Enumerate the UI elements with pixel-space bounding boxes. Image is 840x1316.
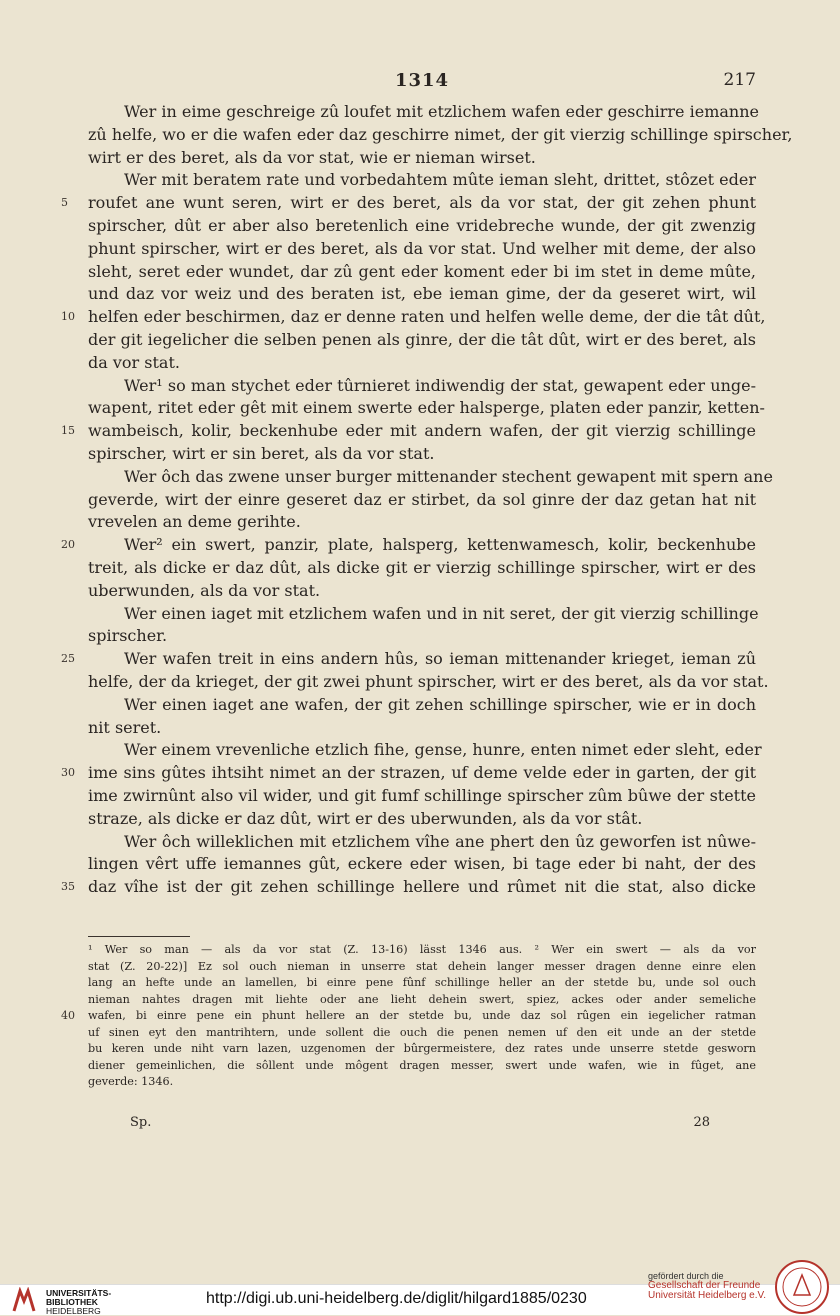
page-header xyxy=(88,70,756,96)
line-text: phunt spirscher, wirt er des beret, als da vor stat. Und welher mit deme, der also xyxy=(88,238,756,258)
university-seal-icon xyxy=(774,1259,830,1315)
page-number: 217 xyxy=(723,70,756,90)
text-line xyxy=(88,580,756,603)
sponsor-line-3: Universität Heidelberg e.V. xyxy=(648,1290,767,1301)
line-text: ime zwirnûnt also vil wider, und git fumf schillinge spirscher zûm bûwe der stette xyxy=(88,785,756,805)
text-line xyxy=(88,101,759,124)
library-mark-icon xyxy=(10,1287,38,1315)
sponsor-text[interactable] xyxy=(648,1271,767,1301)
line-text: Wer wafen treit in eins andern hûs, so ieman mittenander krieget, ieman zû xyxy=(124,649,756,669)
footnote-text: nieman nahtes dragen mit liehte oder ane lieht dehein swert, spiez, ackes oder ander semeliche xyxy=(88,992,756,1006)
library-logo[interactable] xyxy=(10,1287,130,1315)
footnotes xyxy=(61,942,756,1091)
library-name-3: HEIDELBERG xyxy=(46,1306,101,1316)
footnote-line xyxy=(88,1074,756,1091)
text-line xyxy=(88,466,773,489)
line-text: treit, als dicke er daz dût, als dicke git er vierzig schillinge spirscher, wirt er des xyxy=(88,557,756,577)
footnote-line xyxy=(88,992,756,1009)
line-text: helfen eder beschirmen, daz er denne raten und helfen welle deme, der die tât dût, xyxy=(88,307,766,327)
line-text: spirscher, dût er aber also beretenlich eine vridebreche wunde, der git zwenzig xyxy=(88,215,756,235)
text-line xyxy=(88,694,756,717)
signature-mark: Sp. xyxy=(130,1115,152,1130)
text-line xyxy=(88,443,756,466)
line-text: Wer ôch das zwene unser burger mittenander stechent gewapent mit spern ane xyxy=(124,466,773,486)
text-line xyxy=(61,420,756,443)
line-text: Wer einem vrevenliche etzlich fihe, gense, hunre, enten nimet eder sleht, eder xyxy=(124,740,762,760)
text-line xyxy=(88,739,762,762)
bottom-bar xyxy=(0,1271,840,1316)
text-line xyxy=(88,603,759,626)
text-line xyxy=(88,808,756,831)
line-text: straze, als dicke er daz dût, wirt er des uberwunden, als da vor stât. xyxy=(88,808,643,828)
footnote-text: diener gemeinlichen, die sôllent unde môgent dragen messer, swert unde wafen, wie in fûget, ane xyxy=(88,1058,756,1072)
footnote-line xyxy=(88,942,756,959)
text-line xyxy=(88,238,756,261)
line-text: Wer ôch willeklichen mit etzlichem vîhe ane phert den ûz geworfen ist nûwe- xyxy=(124,831,756,851)
line-text: wambeisch, kolir, beckenhube eder mit andern wafen, der git vierzig schillinge xyxy=(88,421,756,441)
footnote-text: uf sinen eyt den mantrihtern, unde sollent die ouch die penen nemen uf den eit unde an der stetde xyxy=(88,1025,756,1039)
text-line xyxy=(88,375,756,398)
line-text: und daz vor weiz und des beraten ist, ebe ieman gime, der da geseret wirt, wil xyxy=(88,284,756,304)
text-line xyxy=(88,147,756,170)
text-line xyxy=(88,397,765,420)
line-text: geverde, wirt der einre geseret daz er stirbet, da sol ginre der daz getan hat nit xyxy=(88,489,756,509)
text-line xyxy=(61,876,756,899)
line-text: wapent, ritet eder gêt mit einem swerte eder halsperge, platen eder panzir, ketten- xyxy=(88,398,765,418)
footnote-text: lang an hefte unde an lamellen, bi einre pene fûnf schillinge heller an der stetde bu, unde sol ouch xyxy=(88,976,756,989)
sponsor-line-1: gefördert durch die xyxy=(648,1271,724,1281)
line-number: 5 xyxy=(61,196,68,210)
text-line xyxy=(88,671,769,694)
line-text: sleht, seret eder wundet, dar zû gent eder koment eder bi im stet in deme mûte, xyxy=(88,261,756,281)
footnote-line xyxy=(88,1025,756,1042)
footnote-text: bu keren unde niht varn lazen, uzgenomen der bûrgermeistere, dez rates unde unserre stetde gesworn xyxy=(88,1042,756,1055)
text-line xyxy=(88,785,756,808)
text-line xyxy=(88,283,756,306)
line-text: spirscher. xyxy=(88,626,168,646)
line-text: wirt er des beret, als da vor stat, wie er nieman wirset. xyxy=(88,147,536,167)
footnote-line xyxy=(88,1058,756,1075)
footnote-line xyxy=(88,975,756,992)
line-text: vrevelen an deme gerihte. xyxy=(88,512,301,532)
line-number: 25 xyxy=(61,652,75,666)
line-text: lingen vêrt uffe iemannes gût, eckere eder wisen, bi tage eder bi naht, der des xyxy=(88,854,756,874)
main-text xyxy=(61,101,793,899)
line-number: 30 xyxy=(61,766,75,780)
line-text: ime sins gûtes ihtsiht nimet an der strazen, uf deme velde eder in garten, der git xyxy=(88,763,756,783)
text-line xyxy=(88,625,756,648)
line-text: Wer¹ so man stychet eder tûrnieret indiwendig der stat, gewapent eder unge- xyxy=(124,375,756,395)
text-line xyxy=(88,261,756,284)
line-text: der git iegelicher die selben penen als ginre, der die tât dût, wirt er des beret, als xyxy=(88,329,756,349)
text-line xyxy=(88,329,756,352)
library-name-1: UNIVERSITÄTS- xyxy=(46,1288,112,1298)
line-number: 35 xyxy=(61,880,75,894)
footnote-text: stat (Z. 20-22)] Ez sol ouch nieman in unserre stat dehein langer messer dragen denne einre elen xyxy=(88,959,756,973)
line-text: Wer mit beratem rate und vorbedahtem mûte ieman sleht, drittet, stôzet eder xyxy=(124,170,756,190)
footnote-rule xyxy=(88,936,190,937)
line-text: Wer² ein swert, panzir, plate, halsperg, kettenwamesch, kolir, beckenhube xyxy=(124,535,756,555)
text-line xyxy=(88,717,756,740)
sheet-number: 28 xyxy=(693,1115,710,1130)
line-number: 20 xyxy=(61,538,75,552)
text-line xyxy=(88,215,756,238)
text-line xyxy=(88,352,756,375)
text-line xyxy=(88,511,756,534)
library-name-2: BIBLIOTHEK xyxy=(46,1297,98,1307)
footnote-text: wafen, bi einre pene ein phunt hellere an der stetde bu, unde daz sol rûgen ein iegelicher ratman xyxy=(88,1009,756,1022)
line-text: Wer in eime geschreige zû loufet mit etzlichem wafen eder geschirre iemanne xyxy=(124,102,759,121)
text-line xyxy=(88,853,756,876)
line-number: 40 xyxy=(61,1009,75,1022)
line-text: roufet ane wunt seren, wirt er des beret, als da vor stat, der git zehen phunt xyxy=(88,193,756,213)
line-text: da vor stat. xyxy=(88,352,180,372)
text-line xyxy=(88,124,793,147)
footnote-text: ¹ Wer so man — als da vor stat (Z. 13-16) lässt 1346 aus. ² Wer ein swert — als da vor xyxy=(88,943,756,956)
line-text: Wer einen iaget ane wafen, der git zehen schillinge spirscher, wie er in doch xyxy=(124,694,756,714)
footnote-line xyxy=(88,959,756,976)
text-line xyxy=(61,648,756,671)
text-line xyxy=(88,169,756,192)
line-text: spirscher, wirt er sin beret, als da vor stat. xyxy=(88,443,435,463)
line-number: 10 xyxy=(61,310,75,324)
text-line xyxy=(88,489,756,512)
line-number: 15 xyxy=(61,424,75,438)
line-text: Wer einen iaget mit etzlichem wafen und in nit seret, der git vierzig schillinge xyxy=(124,603,759,623)
text-line xyxy=(88,831,756,854)
sponsor-line-2: Gesellschaft der Freunde xyxy=(648,1280,761,1291)
text-line xyxy=(61,306,766,329)
line-text: zû helfe, wo er die wafen eder daz geschirre nimet, der git vierzig schillinge spirscher, xyxy=(88,124,793,144)
line-text: daz vîhe ist der git zehen schillinge hellere und rûmet nit die stat, also dicke xyxy=(88,877,756,897)
text-line xyxy=(61,534,756,557)
text-line xyxy=(61,762,756,785)
permalink-url[interactable]: http://digi.ub.uni-heidelberg.de/diglit/hilgard1885/0230 xyxy=(206,1290,587,1307)
page-footer xyxy=(130,1115,710,1130)
text-line xyxy=(61,192,756,215)
footnote-line xyxy=(61,1008,756,1025)
footnote-line xyxy=(88,1041,756,1058)
column-number: 1314 xyxy=(394,70,450,91)
line-text: uberwunden, als da vor stat. xyxy=(88,580,321,600)
line-text: helfe, der da krieget, der git zwei phunt spirscher, wirt er des beret, als da vor stat. xyxy=(88,671,769,691)
line-text: nit seret. xyxy=(88,717,162,737)
footnote-text: geverde: 1346. xyxy=(88,1075,174,1088)
text-line xyxy=(88,557,756,580)
